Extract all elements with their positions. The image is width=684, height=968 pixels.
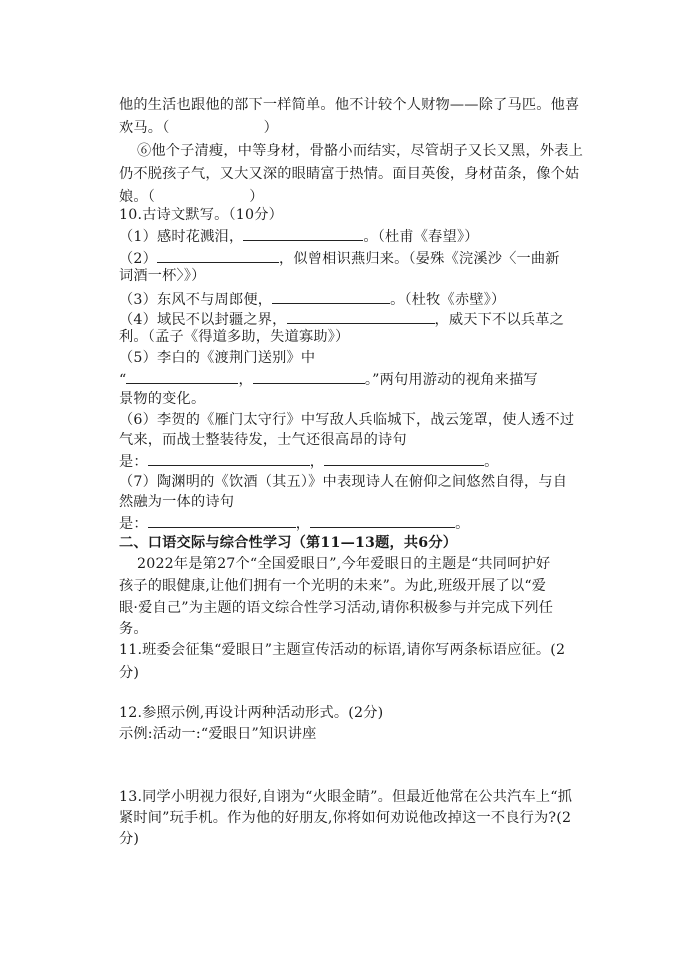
- answer-blank[interactable]: [310, 513, 455, 528]
- question-11: 11.班委会征集“爱眼日”主题宣传活动的标语,请你写两条标语应征。(2: [119, 642, 566, 658]
- answer-blank[interactable]: [126, 369, 238, 384]
- text-line: 眼·爱自己”为主题的语文综合性学习活动,请你积极参与并完成下列任: [119, 600, 554, 616]
- section-heading: 二、口语交际与综合性学习（第11—13题，共6分）: [119, 535, 458, 551]
- text: 。（杜甫《春望》）: [363, 229, 479, 245]
- text-line: 分): [119, 831, 140, 847]
- text: （1）感时花溅泪，: [119, 229, 244, 245]
- q10-item-1: [119, 226, 569, 247]
- text: （3）东风不与周郎便，: [119, 292, 273, 308]
- text-line: （5）李白的《渡荆门送别》中: [119, 350, 316, 366]
- question-12: 12.参照示例,再设计两种活动形式。(2分): [119, 705, 384, 721]
- text: ，威天下不以兵革之: [434, 312, 564, 328]
- q10-item-7: [119, 513, 569, 534]
- text: ，: [295, 516, 311, 532]
- text-line: 务。: [119, 621, 148, 637]
- text-line: 孩子的眼健康,让他们拥有一个光明的未来”。为此,班级开展了以“爱: [119, 578, 547, 594]
- answer-blank[interactable]: [148, 513, 296, 528]
- answer-blank[interactable]: [272, 289, 390, 304]
- q10-item-6: [119, 451, 569, 472]
- text-line: （6）李贺的《雁门太守行》中写敌人兵临城下，战云笼罩，使人透不过: [119, 412, 575, 428]
- answer-blank[interactable]: [157, 248, 279, 263]
- answer-blank[interactable]: [243, 226, 363, 241]
- answer-blank[interactable]: [287, 309, 435, 324]
- text: ，: [309, 454, 325, 470]
- text: 。（杜牧《赤壁》）: [390, 292, 506, 308]
- text-line: 景物的变化。: [119, 391, 206, 407]
- text: （4）域民不以封疆之界，: [119, 312, 287, 328]
- q10-item-5: [119, 369, 569, 390]
- text-line: 他的生活也跟他的部下一样简单。他不计较个人财物——除了马匹。他喜: [119, 97, 580, 113]
- text: “: [119, 372, 127, 388]
- text: ，: [238, 372, 253, 388]
- answer-blank[interactable]: [148, 451, 310, 466]
- text-line: 仍不脱孩子气，又大又深的眼睛富于热情。面目英俊，身材苗条，像个姑: [119, 166, 580, 182]
- text-line: ⑥他个子清瘦，中等身材，骨骼小而结实，尽管胡子又长又黑，外表上: [137, 143, 584, 159]
- text-line: 气来，而战士整装待发，士气还很高昂的诗句: [119, 432, 407, 448]
- text-line: 然融为一体的诗句: [119, 494, 235, 510]
- text-line: 利。（孟子《得道多助，失道寡助》）: [119, 329, 350, 345]
- text: 。: [455, 516, 470, 532]
- text: 。”两句用游动的视角来描写: [364, 372, 538, 388]
- example-line: 示例:活动一:“爱眼日”知识讲座: [119, 726, 317, 742]
- text: （2）: [119, 251, 158, 267]
- q10-item-3: [119, 289, 569, 310]
- answer-blank[interactable]: [324, 451, 484, 466]
- text: 是：: [119, 516, 148, 532]
- answer-blank[interactable]: [253, 369, 365, 384]
- text-line: 词酒一杯〉》）: [119, 268, 206, 284]
- text-line: （7）陶渊明的《饮酒（其五）》中表现诗人在俯仰之间悠然自得，与自: [119, 474, 568, 490]
- text-line: 紧时间”玩手机。作为他的好朋友,你将如何劝说他改掉这一不良行为?(2: [119, 810, 572, 826]
- text-line: 娘。（ ）: [119, 189, 264, 205]
- text-line: 2022年是第27个“全国爱眼日”,今年爱眼日的主题是“共同呵护好: [137, 556, 551, 572]
- text-line: 分): [119, 665, 140, 681]
- question-13: 13.同学小明视力很好,自诩为“火眼金睛”。但最近他常在公共汽车上“抓: [119, 789, 573, 805]
- text: 。: [484, 454, 499, 470]
- text-line: 欢马。（ ）: [119, 120, 279, 136]
- text: 是：: [119, 454, 148, 470]
- question-10-title: 10.古诗文默写。（10分）: [119, 207, 284, 223]
- text: ，似曾相识燕归来。（晏殊《浣溪沙〈一曲新: [279, 251, 560, 267]
